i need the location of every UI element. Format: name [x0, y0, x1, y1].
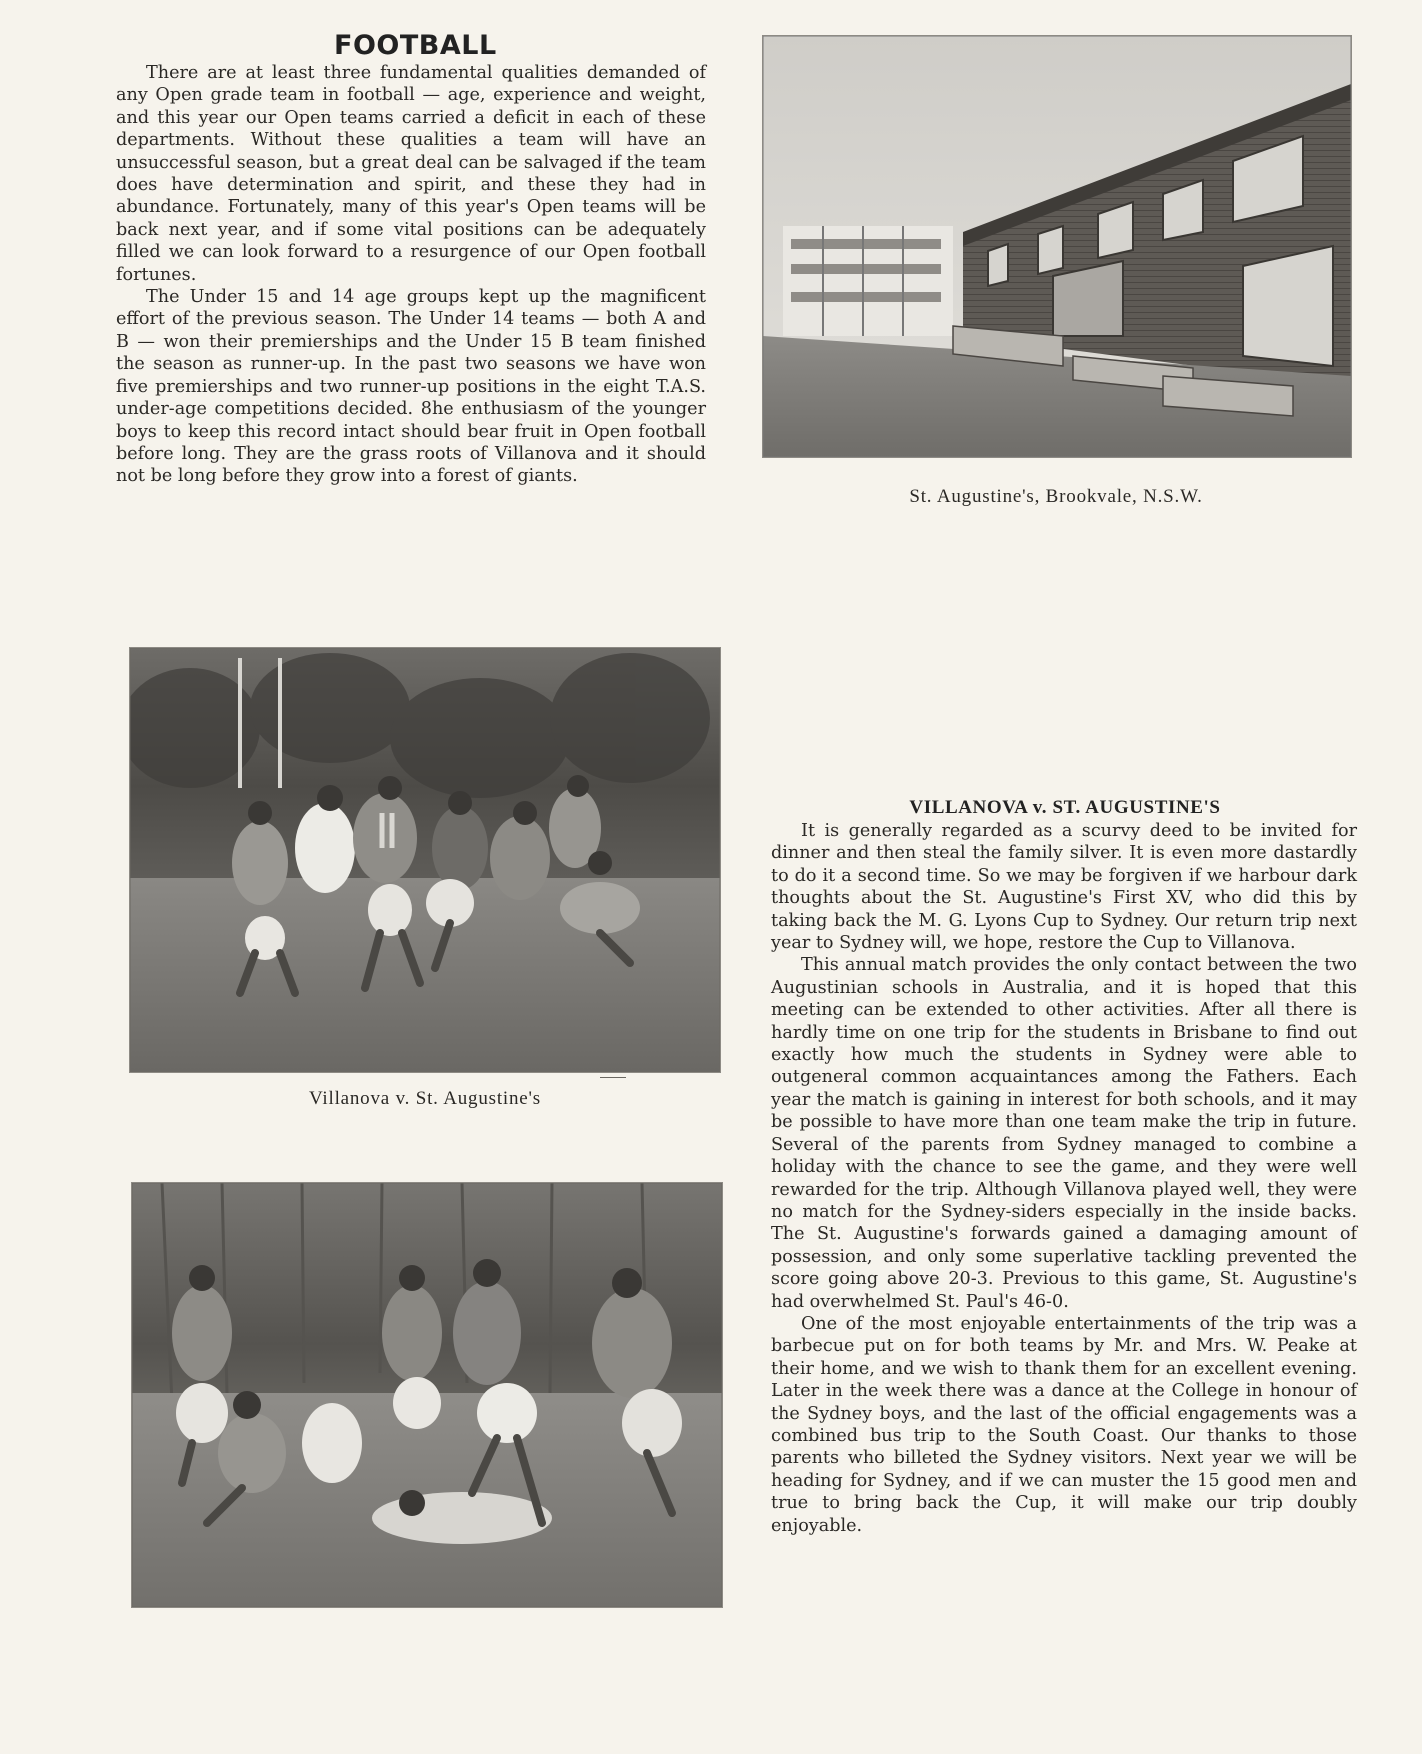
match-paragraph-1: It is generally regarded as a scurvy deed to be invited for dinner and then steal the family silver. It is even more dastardly to do it a second time. So we may be forgiven if we harbour dark thoughts about the St. Augustine's First XV, who did this by taking back the M. G. Lyons Cup to Sydney. Our return trip next year to Sydney will, we hope, restore the Cup to Villanova. — [771, 821, 1357, 954]
football-paragraph-1: There are at least three fundamental qualities demanded of any Open grade team in football — age, experience and weight, and this year our Open teams carried a deficit in each of these departments. Without these qualities a team will have an unsuccessful season, but a great deal can be salvaged if the team does have determination and spirit, and these they had in abundance. Fortunately, many of this year's Open teams will be back next year, and if some vital positions can be adequately filled we can look forward to a resurgence of our Open football fortunes. — [116, 63, 706, 285]
match-paragraph-3: One of the most enjoyable entertainments of the trip was a barbecue put on for both teams by Mr. and Mrs. W. Peake at their home, and we wish to thank them for an excellent evening. Later in the week there was a dance at the College in honour of the Sydney boys, and the last of the official engagements was a combined bus trip to the South Coast. Our thanks to those parents who billeted the Sydney visitors. Next year we will be heading for Sydney, and if we can muster the 15 good men and true to bring back the Cup, it will make our trip doubly enjoyable. — [771, 1313, 1357, 1536]
football-article — [116, 62, 706, 488]
match-article-heading: VILLANOVA v. ST. AUGUSTINE'S — [909, 797, 1221, 818]
rugby-match-photo-1 — [129, 647, 721, 1073]
football-heading: FOOTBALL — [334, 30, 497, 61]
match-photo-caption: Villanova v. St. Augustine's — [309, 1088, 541, 1109]
football-paragraph-2: The Under 15 and 14 age groups kept up the magnificent effort of the previous season. The Under 14 teams — both A and B — won their premierships and the Under 15 B team finished the season as runner-up. In the past two seasons we have won five premierships and two runner-up positions in the eight T.A.S. under-age competitions decided. 8he enthusiasm of the younger boys to keep this record intact should bear fruit in Open football before long. They are the grass roots of Villanova and it should not be long before they grow into a forest of giants. — [116, 287, 706, 487]
rugby-match-photo-2 — [131, 1182, 723, 1608]
match-article — [771, 820, 1357, 1537]
school-photo-caption: St. Augustine's, Brookvale, N.S.W. — [909, 486, 1203, 507]
school-building-photo — [762, 35, 1352, 458]
caption-rule — [600, 1077, 626, 1078]
match-paragraph-2: This annual match provides the only contact between the two Augustinian schools in Australia, and it is hoped that this meeting can be extended to other activities. After all there is hardly time on one trip for the students in Brisbane to find out exactly how much the students in Sydney were able to outgeneral common acquaintances among the Fathers. Each year the match is gaining in interest for both schools, and it may be possible to have more than one team make the trip in future. Several of the parents from Sydney managed to combine a holiday with the chance to see the game, and they were well rewarded for the trip. Although Villanova played well, they were no match for the Sydney-siders especially in the inside backs. The St. Augustine's forwards gained a damaging amount of possession, and only some superlative tackling prevented the score going above 20-3. Previous to this game, St. Augustine's had overwhelmed St. Paul's 46-0. — [771, 955, 1357, 1312]
